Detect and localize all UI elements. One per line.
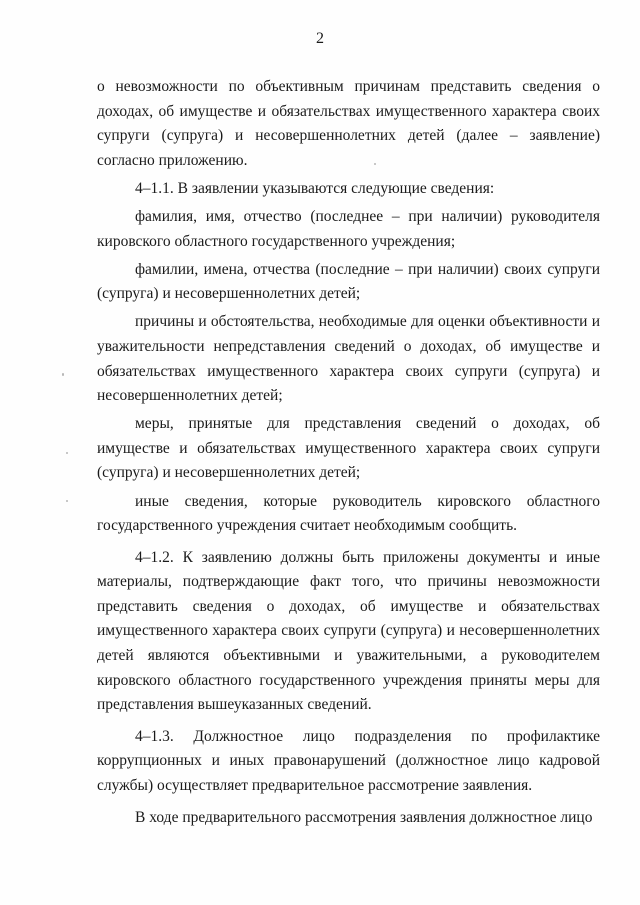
- scan-speck: [374, 163, 376, 165]
- paragraph-continuation: о невозможности по объективным причинам представить сведения о доходах, об имуществе и обязательствах имущественного характера своих супруги (супруга) и несовершеннолетних детей (далее – заявление) согласно приложению.: [97, 78, 600, 169]
- scan-speck: [66, 452, 68, 454]
- list-item-measures: меры, принятые для представления сведений о доходах, об имуществе и обязательствах имущественного характера своих супруги (супруга) и несовершеннолетних детей;: [97, 415, 600, 482]
- paragraph-4-1-3: 4–1.3. Должностное лицо подразделения по профилактике коррупционных и иных правонарушений (должностное лицо кадровой службы) осуществляет предварительное рассмотрение заявления.: [97, 727, 600, 795]
- paragraph-preliminary-review: В ходе предварительного рассмотрения заявления должностное лицо: [135, 808, 593, 826]
- scan-speck: [62, 373, 64, 376]
- list-item-spouse-children-names: фамилии, имена, отчества (последние – при наличии) своих супруги (супруга) и несовершеннолетних детей;: [97, 260, 600, 303]
- paragraph-4-1-1: 4–1.1. В заявлении указываются следующие сведения:: [135, 179, 495, 197]
- scan-speck: [66, 500, 68, 502]
- paragraph-4-1-2: 4–1.2. К заявлению должны быть приложены документы и иные материалы, подтверждающие факт того, что причины невозможности представить сведения о доходах, об имуществе и обязательствах имущественного характера своих супруги (супруга) и несовершеннолетних детей являются объективными и уважительными, а руководителем кировского областного государственного учреждения приняты меры для представления вышеуказанных сведений.: [97, 548, 600, 714]
- list-item-other-info: иные сведения, которые руководитель кировского областного государственного учреждения считает необходимым сообщить.: [97, 492, 600, 535]
- list-item-reasons: причины и обстоятельства, необходимые для оценки объективности и уважительности непредставления сведений о доходах, об имуществе и обязательствах имущественного характера своих супруги (супруга) и несовершеннолетних детей;: [97, 313, 600, 405]
- list-item-full-name: фамилия, имя, отчество (последнее – при наличии) руководителя кировского областного государственного учреждения;: [97, 207, 600, 250]
- page-number: 2: [316, 30, 324, 47]
- document-body: [97, 75, 600, 834]
